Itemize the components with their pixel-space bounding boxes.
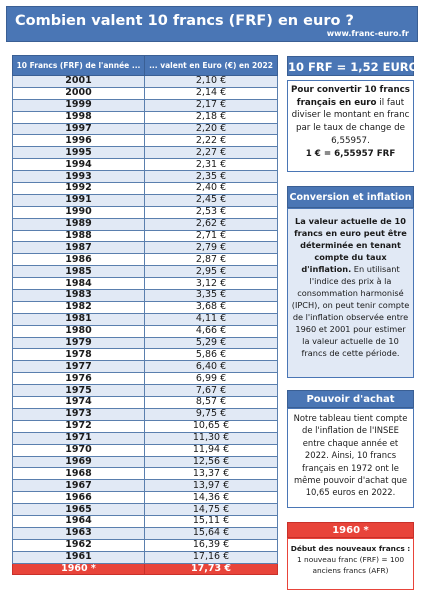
- inflation-panel: [287, 208, 414, 378]
- euro-value-cell: 2,40 €: [145, 183, 278, 195]
- euro-value-cell: 5,29 €: [145, 337, 278, 349]
- year-cell: 1988: [13, 230, 145, 242]
- table-row: [13, 290, 278, 302]
- table-row: [13, 278, 278, 290]
- purchase-text: Notre tableau tient compte de l'inflation de l'INSEE entre chaque année et 2022. Ainsi, 10 francs français en 1972 ont le même pouvoir d'achat que 10,65 euros en 2022.: [293, 413, 408, 498]
- table-row: [13, 147, 278, 159]
- table-row: [13, 123, 278, 135]
- table-row: [13, 515, 278, 527]
- table-row: [13, 432, 278, 444]
- table-row: [13, 444, 278, 456]
- year-cell: 1970: [13, 444, 145, 456]
- euro-value-cell: 4,66 €: [145, 325, 278, 337]
- year-cell: 1991: [13, 194, 145, 206]
- euro-value-cell: 12,56 €: [145, 456, 278, 468]
- euro-value-cell: 2,27 €: [145, 147, 278, 159]
- year-cell: 1968: [13, 468, 145, 480]
- euro-value-cell: 2,95 €: [145, 266, 278, 278]
- euro-value-cell: 2,17 €: [145, 99, 278, 111]
- euro-value-cell: 2,22 €: [145, 135, 278, 147]
- year-cell: 1998: [13, 111, 145, 123]
- euro-value-cell: 4,11 €: [145, 313, 278, 325]
- note-panel: [287, 538, 414, 590]
- table-row: [13, 301, 278, 313]
- euro-value-cell: 17,73 €: [145, 563, 278, 575]
- euro-value-cell: 2,87 €: [145, 254, 278, 266]
- table-row: [13, 373, 278, 385]
- year-cell: 1964: [13, 515, 145, 527]
- euro-value-cell: 3,68 €: [145, 301, 278, 313]
- table-row: [13, 159, 278, 171]
- table-row: [13, 230, 278, 242]
- table-row: [13, 492, 278, 504]
- year-cell: 1981: [13, 313, 145, 325]
- euro-value-cell: 6,99 €: [145, 373, 278, 385]
- euro-value-cell: 14,36 €: [145, 492, 278, 504]
- year-cell: 1994: [13, 159, 145, 171]
- rate-text: il faut diviser le montant en franc par le taux de change de 6,55957.: [291, 97, 410, 146]
- euro-value-cell: 10,65 €: [145, 420, 278, 432]
- euro-value-cell: 3,12 €: [145, 278, 278, 290]
- euro-value-cell: 11,30 €: [145, 432, 278, 444]
- table-row: [13, 99, 278, 111]
- euro-value-cell: 13,97 €: [145, 480, 278, 492]
- table-row: [13, 254, 278, 266]
- table-row: [13, 480, 278, 492]
- euro-value-cell: 2,62 €: [145, 218, 278, 230]
- year-cell: 1985: [13, 266, 145, 278]
- euro-value-cell: 14,75 €: [145, 504, 278, 516]
- table-row: [13, 171, 278, 183]
- euro-value-cell: 2,10 €: [145, 76, 278, 88]
- year-cell: 2001: [13, 76, 145, 88]
- year-cell: 1963: [13, 527, 145, 539]
- table-header-row: [13, 56, 278, 76]
- table-row: [13, 539, 278, 551]
- table-row: [13, 551, 278, 563]
- euro-value-cell: 2,14 €: [145, 87, 278, 99]
- note-text: 1 nouveau franc (FRF) = 100 anciens francs (AFR): [296, 555, 405, 575]
- year-cell: 1996: [13, 135, 145, 147]
- year-cell: 1960 *: [13, 563, 145, 575]
- purchase-title: Pouvoir d'achat: [287, 390, 414, 408]
- year-cell: 1987: [13, 242, 145, 254]
- conversion-table: [12, 55, 278, 575]
- year-cell: 1997: [13, 123, 145, 135]
- euro-value-cell: 17,16 €: [145, 551, 278, 563]
- table-row: [13, 527, 278, 539]
- inflation-text: En utilisant l'indice des prix à la consommation harmonisé (IPCH), on peut tenir compte de l'inflation observée entre 1960 et 2001 pour estimer la valeur actuelle de 10 francs de cette période.: [291, 264, 410, 358]
- table-row: [13, 87, 278, 99]
- euro-value-cell: 2,71 €: [145, 230, 278, 242]
- year-cell: 1973: [13, 408, 145, 420]
- euro-value-cell: 11,94 €: [145, 444, 278, 456]
- rate-explanation: [287, 80, 414, 172]
- table-row: [13, 313, 278, 325]
- year-cell: 1969: [13, 456, 145, 468]
- year-cell: 1984: [13, 278, 145, 290]
- page-title: Combien valent 10 francs (FRF) en euro ?: [15, 13, 354, 29]
- euro-value-cell: 15,64 €: [145, 527, 278, 539]
- table-row: [13, 397, 278, 409]
- table-row: [13, 218, 278, 230]
- table-row: [13, 456, 278, 468]
- year-cell: 1999: [13, 99, 145, 111]
- table-row: [13, 504, 278, 516]
- year-cell: 1974: [13, 397, 145, 409]
- rate-text-highlight: Pour convertir 10 francs français en euro: [291, 85, 410, 108]
- table-row: [13, 183, 278, 195]
- table-row: [13, 242, 278, 254]
- table-row: [13, 468, 278, 480]
- table-row: [13, 408, 278, 420]
- table-row: [13, 266, 278, 278]
- table-row: [13, 206, 278, 218]
- year-cell: 1965: [13, 504, 145, 516]
- year-cell: 1971: [13, 432, 145, 444]
- euro-value-cell: 13,37 €: [145, 468, 278, 480]
- purchase-panel: [287, 408, 414, 508]
- col-year-header: 10 Francs (FRF) de l'année ...: [13, 56, 145, 76]
- rate-headline: 10 FRF = 1,52 EURO: [287, 56, 414, 76]
- euro-value-cell: 16,39 €: [145, 539, 278, 551]
- col-value-header: ... valent en Euro (€) en 2022: [145, 56, 278, 76]
- year-cell: 1961: [13, 551, 145, 563]
- table-body: [13, 76, 278, 575]
- euro-value-cell: 2,31 €: [145, 159, 278, 171]
- table-row: [13, 135, 278, 147]
- year-cell: 1976: [13, 373, 145, 385]
- euro-value-cell: 8,57 €: [145, 397, 278, 409]
- euro-value-cell: 9,75 €: [145, 408, 278, 420]
- euro-value-cell: 2,53 €: [145, 206, 278, 218]
- euro-value-cell: 7,67 €: [145, 385, 278, 397]
- year-cell: 1966: [13, 492, 145, 504]
- year-cell: 1990: [13, 206, 145, 218]
- euro-value-cell: 3,35 €: [145, 290, 278, 302]
- euro-value-cell: 2,45 €: [145, 194, 278, 206]
- year-cell: 1995: [13, 147, 145, 159]
- year-cell: 1983: [13, 290, 145, 302]
- euro-value-cell: 6,40 €: [145, 361, 278, 373]
- year-cell: 1977: [13, 361, 145, 373]
- site-url[interactable]: www.franc-euro.fr: [326, 29, 409, 38]
- year-cell: 1978: [13, 349, 145, 361]
- year-cell: 1993: [13, 171, 145, 183]
- table-row-1960: [13, 563, 278, 575]
- year-cell: 1975: [13, 385, 145, 397]
- table-row: [13, 325, 278, 337]
- euro-value-cell: 2,35 €: [145, 171, 278, 183]
- table-row: [13, 76, 278, 88]
- euro-value-cell: 2,20 €: [145, 123, 278, 135]
- table-row: [13, 111, 278, 123]
- table-row: [13, 420, 278, 432]
- year-cell: 1982: [13, 301, 145, 313]
- year-cell: 1979: [13, 337, 145, 349]
- inflation-text-bold: La valeur actuelle de 10 francs en euro peut être déterminée en tenant compte du taux d'inflation.: [294, 216, 407, 274]
- euro-value-cell: 2,79 €: [145, 242, 278, 254]
- year-cell: 1989: [13, 218, 145, 230]
- year-cell: 1967: [13, 480, 145, 492]
- year-cell: 1972: [13, 420, 145, 432]
- euro-value-cell: 5,86 €: [145, 349, 278, 361]
- euro-value-cell: 2,18 €: [145, 111, 278, 123]
- year-cell: 1980: [13, 325, 145, 337]
- year-cell: 1962: [13, 539, 145, 551]
- page-header: [6, 6, 418, 42]
- year-cell: 1992: [13, 183, 145, 195]
- table-row: [13, 337, 278, 349]
- inflation-title: Conversion et inflation: [287, 186, 414, 208]
- table-row: [13, 361, 278, 373]
- table-row: [13, 194, 278, 206]
- table-row: [13, 385, 278, 397]
- table-row: [13, 349, 278, 361]
- euro-value-cell: 15,11 €: [145, 515, 278, 527]
- year-cell: 2000: [13, 87, 145, 99]
- year-cell: 1986: [13, 254, 145, 266]
- rate-formula: 1 € = 6,55957 FRF: [305, 148, 396, 159]
- note-title: 1960 *: [287, 522, 414, 538]
- note-text-bold: Début des nouveaux francs :: [290, 544, 411, 553]
